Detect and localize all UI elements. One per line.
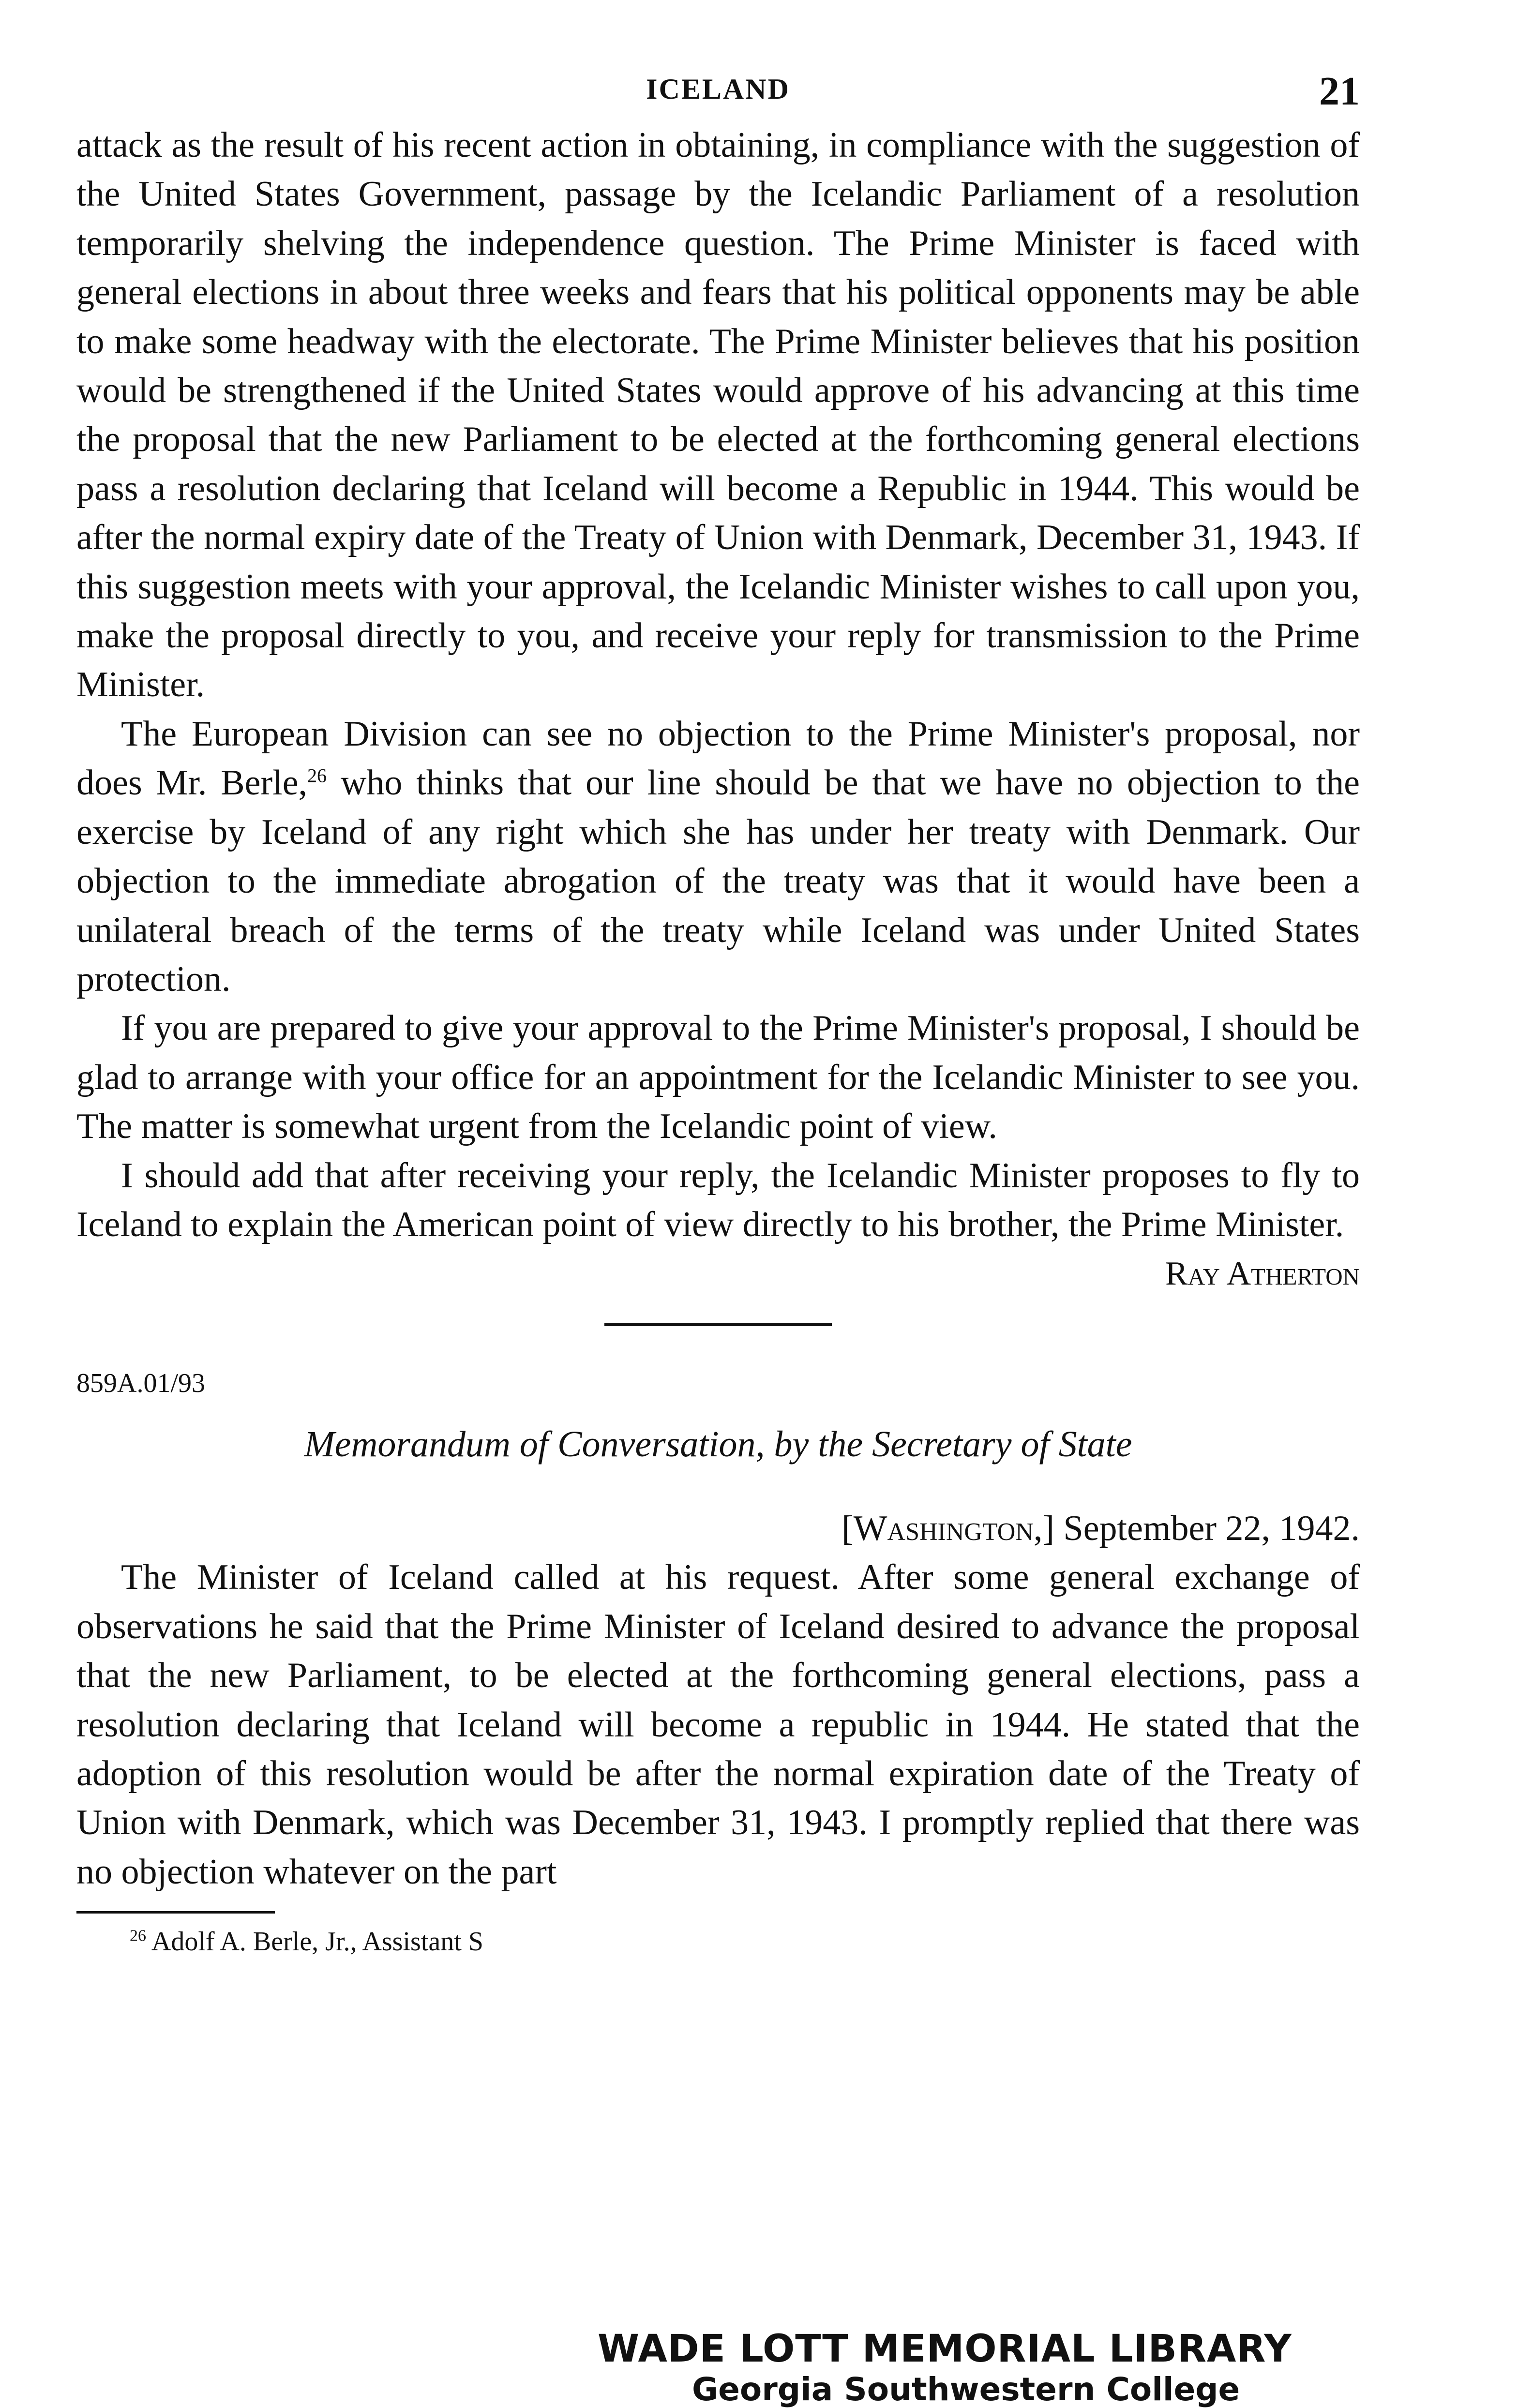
memorandum-paragraph: The Minister of Iceland called at his request. After some general exchange of observations he said that the Prime Minister of Iceland desired to advance the proposal that the new Parliament, to be elected at the forthcoming general elections, pass a resolution declaring that Iceland will become a republic in 1944. He stated that the adoption of this resolution would be after the normal expiration date of the Treaty of Union with Denmark, which was December 31, 1943. I promptly replied that there was no objection whatever on the part [76, 1557, 1360, 1892]
dateline [76, 1504, 1360, 1553]
running-head: ICELAND [646, 73, 790, 105]
page-number: 21 [1319, 69, 1360, 114]
letter-paragraph-2-text-b: who thinks that our line should be that we have no objection to the exercise by Iceland of any right which she has under her treaty with Denmark. Our objection to the immediate abrogation of the treaty was that it would have been a unilateral breach of the terms of the treaty while Iceland was under United States protection. [76, 763, 1360, 999]
footnote-mark: 26 [130, 1927, 146, 1945]
signature: Ray Atherton [1165, 1255, 1360, 1293]
dateline-date: September 22, 1942. [1054, 1509, 1360, 1549]
document-page [76, 68, 1360, 1961]
memorandum-body [76, 1553, 1360, 1897]
letter-body [76, 121, 1360, 1249]
footnote-text: Adolf A. Berle, Jr., Assistant S [146, 1927, 483, 1957]
footnote-divider [76, 1911, 275, 1914]
library-stamp: WADE LOTT MEMORIAL LIBRARY [598, 2327, 1292, 2371]
section-divider [604, 1323, 832, 1326]
footnote [76, 1922, 1360, 1961]
file-number: 859A.01/93 [76, 1368, 205, 1399]
dateline-place: [Washington,] [842, 1509, 1055, 1549]
page-header [76, 68, 1360, 121]
letter-paragraph-3: If you are prepared to give your approval to the Prime Minister's proposal, I should be glad to arrange with your office for an appointment for the Icelandic Minister to see you. The matter is somewhat urgent from the Icelandic point of view. [76, 1008, 1360, 1147]
letter-paragraph-2 [76, 710, 1360, 1004]
letter-paragraph-4: I should add that after receiving your reply, the Icelandic Minister proposes to fly to Iceland to explain the American point of view directly to his brother, the Prime Minister. [76, 1155, 1360, 1244]
library-stamp-line2: Georgia Southwestern College [692, 2371, 1240, 2408]
letter-paragraph-1: attack as the result of his recent action in obtaining, in compliance with the suggestion of the United States Government, passage by the Icelandic Parliament of a resolution temporarily shelving the independence question. The Prime Minister is faced with general elections in about three weeks and fears that his political opponents may be able to make some headway with the electorate. The Prime Minister believes that his position would be strengthened if the United States would approve of his advancing at this time the proposal that the new Parliament to be elected at the forthcoming general elections pass a resolution declaring that Iceland will become a Republic in 1944. This would be after the normal expiry date of the Treaty of Union with Denmark, December 31, 1943. If this suggestion meets with your approval, the Icelandic Minister wishes to call upon you, make the proposal directly to you, and receive your reply for transmission to the Prime Minister. [76, 125, 1360, 705]
footnote-reference: 26 [307, 764, 327, 787]
letter-paragraph-2-text-a: The European Division can see no objection to the Prime Minister's proposal, nor does Mr. Berle, [76, 714, 1360, 803]
memorandum-title: Memorandum of Conversation, by the Secretary of State [304, 1424, 1132, 1465]
